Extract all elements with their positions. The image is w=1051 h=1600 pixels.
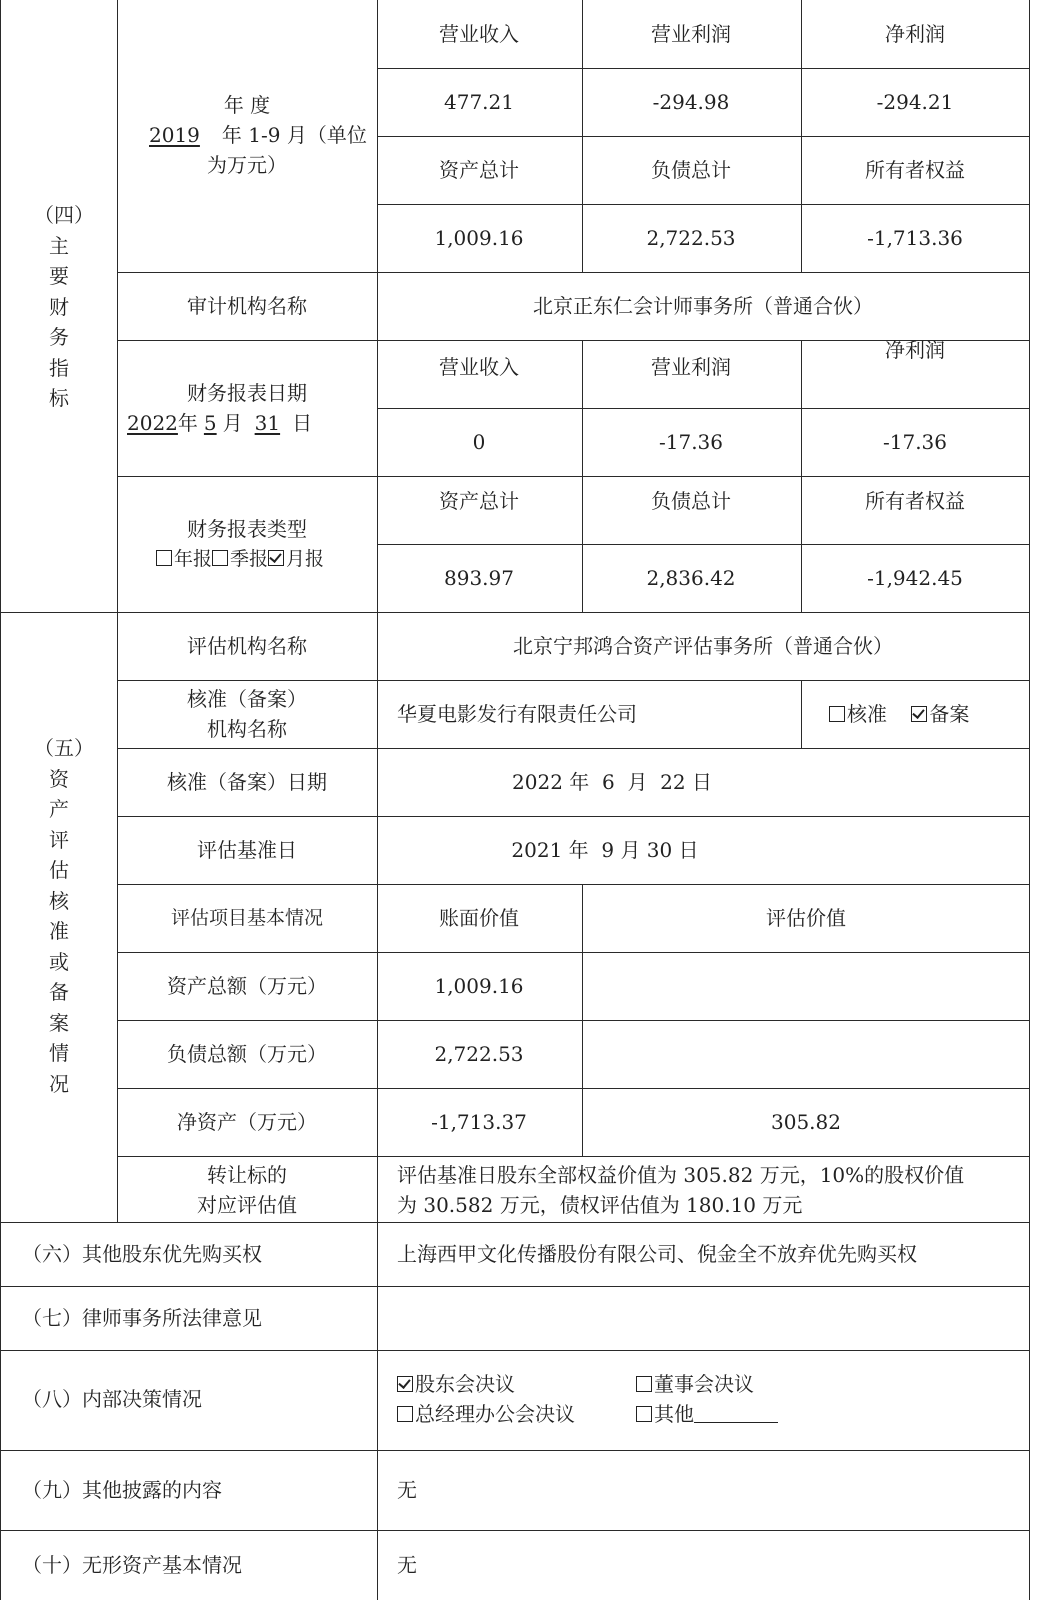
items-header-appraised: 评估价值	[766, 906, 846, 930]
period2-header-total-assets: 资产总计	[439, 489, 519, 513]
target-value-label-line1: 转让标的	[207, 1163, 287, 1187]
period2-value-total-assets: 893.97	[444, 566, 514, 590]
section9-label: （九）其他披露的内容	[22, 1478, 222, 1502]
appraiser-value: 北京宁邦鸿合资产评估事务所（普通合伙）	[513, 634, 893, 658]
period2-header-net-profit: 净利润	[885, 338, 945, 362]
approver-options	[829, 699, 969, 729]
other-blank[interactable]	[694, 1404, 778, 1423]
base-date-value: 2021 年 9 月 30 日	[511, 838, 699, 862]
period1-label-line1: 年 度	[223, 93, 271, 117]
period2-header-owners-equity: 所有者权益	[865, 489, 965, 513]
period1-header-revenue: 营业收入	[439, 22, 519, 46]
report-type-annual[interactable]: 年报	[156, 548, 212, 570]
report-date-value: 2022年 5 月 31 日	[127, 411, 313, 435]
base-date-label: 评估基准日	[197, 838, 297, 862]
period1-header-net-profit: 净利润	[885, 22, 945, 46]
gm-office-checkbox[interactable]	[397, 1406, 413, 1422]
period1-value-total-liabilities: 2,722.53	[646, 226, 736, 250]
items-header-label: 评估项目基本情况	[170, 907, 324, 929]
period2-value-total-liabilities: 2,836.42	[646, 566, 736, 590]
decision-option-gm-office[interactable]: 总经理办公会决议	[397, 1399, 575, 1429]
section7-label: （七）律师事务所法律意见	[22, 1306, 262, 1330]
decision-option-board[interactable]: 董事会决议	[636, 1369, 754, 1399]
target-value-text-line2: 为 30.582 万元，债权评估值为 180.10 万元	[397, 1193, 803, 1217]
approver-value: 华夏电影发行有限责任公司	[397, 702, 637, 726]
appraiser-label: 评估机构名称	[187, 634, 307, 658]
board-checkbox[interactable]	[636, 1376, 652, 1392]
report-date-month: 5	[203, 411, 217, 435]
items-header-book: 账面价值	[439, 906, 519, 930]
section6-label: （六）其他股东优先购买权	[22, 1242, 262, 1266]
period1-header-total-liabilities: 负债总计	[651, 158, 731, 182]
approve-checkbox[interactable]	[829, 706, 845, 722]
target-value-label-line2: 对应评估值	[197, 1193, 297, 1217]
report-type-monthly[interactable]: 月报	[268, 548, 324, 570]
filing-checkbox[interactable]	[911, 706, 927, 722]
section9-value: 无	[397, 1478, 417, 1502]
section6-value: 上海西甲文化传播股份有限公司、倪金全不放弃优先购买权	[397, 1242, 917, 1266]
table-row-total-assets-book: 1,009.16	[434, 974, 524, 998]
period1-label-line3: 为万元）	[207, 153, 287, 177]
decision-option-other[interactable]: 其他	[636, 1399, 778, 1429]
table-row-net-assets-label: 净资产（万元）	[177, 1110, 317, 1134]
period1-label-line2: 2019 年 1-9 月（单位	[127, 120, 367, 150]
section8-label: （八）内部决策情况	[22, 1387, 202, 1411]
period1-header-total-assets: 资产总计	[439, 158, 519, 182]
table-row-total-assets-label: 资产总额（万元）	[167, 974, 327, 998]
period2-header-revenue: 营业收入	[439, 355, 519, 379]
approve-option[interactable]: 核准	[829, 702, 887, 726]
report-date-year: 2022	[127, 411, 178, 435]
decision-option-shareholders[interactable]: 股东会决议	[397, 1369, 515, 1399]
period1-value-total-assets: 1,009.16	[434, 226, 524, 250]
target-value-text-line1: 评估基准日股东全部权益价值为 305.82 万元，10%的股权价值	[397, 1163, 965, 1187]
period1-value-revenue: 477.21	[444, 90, 514, 114]
shareholders-checkbox[interactable]	[397, 1376, 413, 1392]
annual-checkbox[interactable]	[156, 550, 172, 566]
auditor-label: 审计机构名称	[187, 294, 307, 318]
auditor-value: 北京正东仁会计师事务所（普通合伙）	[533, 294, 873, 318]
approver-label-line2: 机构名称	[207, 717, 287, 741]
approval-date-value: 2022 年 6 月 22 日	[512, 770, 712, 794]
quarterly-checkbox[interactable]	[212, 550, 228, 566]
period2-value-operating-profit: -17.36	[658, 430, 724, 454]
period2-value-revenue: 0	[472, 430, 486, 454]
period1-header-owners-equity: 所有者权益	[865, 158, 965, 182]
table-row-net-assets-appraised: 305.82	[771, 1110, 841, 1134]
period1-header-operating-profit: 营业利润	[651, 22, 731, 46]
report-date-day: 31	[254, 411, 281, 435]
report-date-label: 财务报表日期	[187, 381, 307, 405]
approval-date-label: 核准（备案）日期	[167, 770, 327, 794]
other-checkbox[interactable]	[636, 1406, 652, 1422]
table-row-total-liabilities-label: 负债总额（万元）	[167, 1042, 327, 1066]
period1-value-owners-equity: -1,713.36	[867, 226, 963, 250]
period2-header-operating-profit: 营业利润	[651, 355, 731, 379]
report-type-label: 财务报表类型	[187, 517, 307, 541]
filing-option[interactable]: 备案	[911, 702, 969, 726]
report-type-options	[156, 544, 324, 574]
table-row-net-assets-book: -1,713.37	[431, 1110, 527, 1134]
period2-header-total-liabilities: 负债总计	[651, 489, 731, 513]
period1-value-net-profit: -294.21	[876, 90, 954, 114]
section5-label: （五） 资 产 评 估 核 准 或 备 案 情 况	[34, 736, 94, 1096]
period1-value-operating-profit: -294.98	[652, 90, 730, 114]
period1-year: 2019	[149, 123, 200, 147]
table-row-total-liabilities-book: 2,722.53	[434, 1042, 524, 1066]
section10-value: 无	[397, 1553, 417, 1577]
monthly-checkbox[interactable]	[268, 550, 284, 566]
report-type-quarterly[interactable]: 季报	[212, 548, 268, 570]
period2-value-net-profit: -17.36	[882, 430, 948, 454]
section10-label: （十）无形资产基本情况	[22, 1553, 242, 1577]
section4-label: （四） 主 要 财 务 指 标	[34, 203, 94, 410]
period2-value-owners-equity: -1,942.45	[867, 566, 963, 590]
approver-label-line1: 核准（备案）	[187, 687, 307, 711]
